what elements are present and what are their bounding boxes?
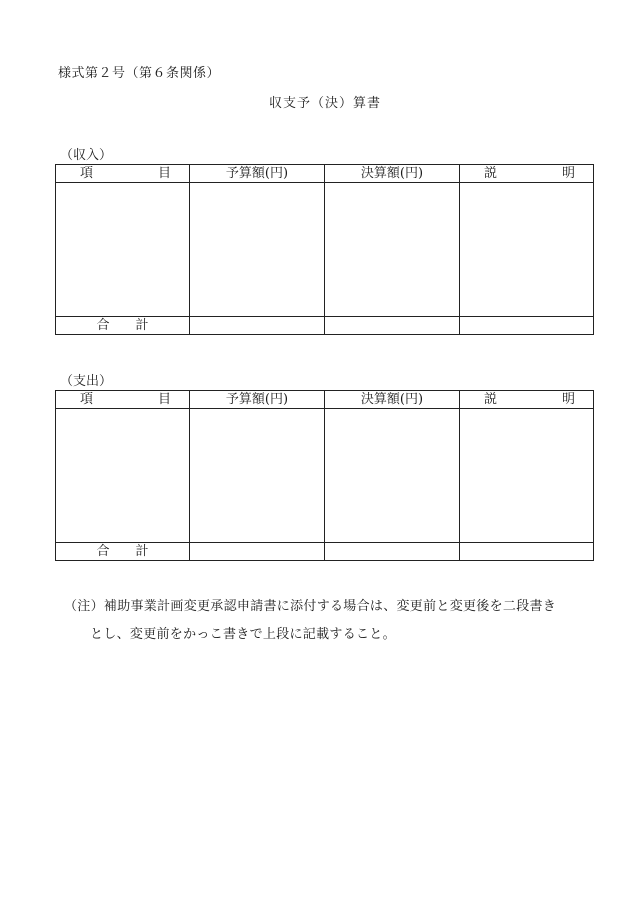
expense-header-row xyxy=(56,391,594,409)
expense-item-cell[interactable] xyxy=(56,409,190,543)
expense-total-row xyxy=(56,543,594,561)
expense-body-row xyxy=(56,409,594,543)
income-header-description xyxy=(460,165,594,183)
footnote-line-2: とし、変更前をかっこ書きで上段に記載すること。 xyxy=(90,627,396,642)
footnote xyxy=(64,593,594,649)
income-header-row xyxy=(56,165,594,183)
expense-header-settlement: 決算額(円) xyxy=(325,391,460,409)
income-total-budget-cell[interactable] xyxy=(190,317,325,335)
header-desc-left: 説 xyxy=(484,166,498,181)
expense-header-item xyxy=(56,391,190,409)
income-header-budget: 予算額(円) xyxy=(190,165,325,183)
income-total-label: 合 計 xyxy=(56,317,190,335)
expense-total-description-cell[interactable] xyxy=(460,543,594,561)
expense-section-label: （支出） xyxy=(60,374,113,389)
income-table xyxy=(55,164,594,335)
income-total-description-cell[interactable] xyxy=(460,317,594,335)
expense-total-label: 合 計 xyxy=(56,543,190,561)
header-item-right: 目 xyxy=(157,392,171,407)
income-item-cell[interactable] xyxy=(56,183,190,317)
income-total-settlement-cell[interactable] xyxy=(325,317,460,335)
header-item-left: 項 xyxy=(80,392,94,407)
expense-budget-cell[interactable] xyxy=(190,409,325,543)
income-description-cell[interactable] xyxy=(460,183,594,317)
income-total-row xyxy=(56,317,594,335)
form-number: 様式第２号（第６条関係） xyxy=(58,66,221,81)
expense-total-settlement-cell[interactable] xyxy=(325,543,460,561)
expense-header-budget: 予算額(円) xyxy=(190,391,325,409)
expense-settlement-cell[interactable] xyxy=(325,409,460,543)
income-header-settlement: 決算額(円) xyxy=(325,165,460,183)
expense-header-description xyxy=(460,391,594,409)
header-desc-left: 説 xyxy=(484,392,498,407)
header-desc-right: 明 xyxy=(561,166,575,181)
income-settlement-cell[interactable] xyxy=(325,183,460,317)
income-budget-cell[interactable] xyxy=(190,183,325,317)
header-item-right: 目 xyxy=(157,166,171,181)
income-section-label: （収入） xyxy=(60,148,113,163)
header-item-left: 項 xyxy=(80,166,94,181)
income-body-row xyxy=(56,183,594,317)
income-header-item xyxy=(56,165,190,183)
expense-table xyxy=(55,390,594,561)
expense-total-budget-cell[interactable] xyxy=(190,543,325,561)
header-desc-right: 明 xyxy=(561,392,575,407)
document-title: 収支予（決）算書 xyxy=(268,96,381,111)
footnote-line-1: （注）補助事業計画変更承認申請書に添付する場合は、変更前と変更後を二段書き xyxy=(64,599,557,614)
expense-description-cell[interactable] xyxy=(460,409,594,543)
